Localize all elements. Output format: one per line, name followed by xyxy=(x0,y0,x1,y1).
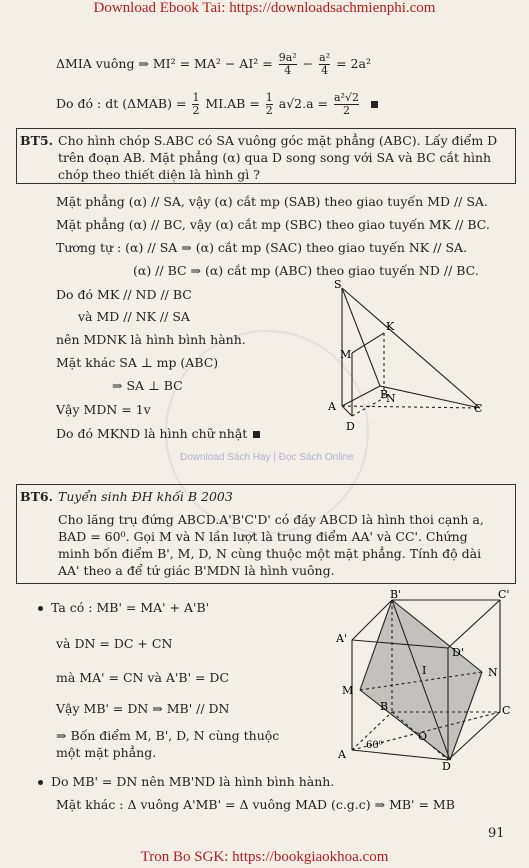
svg-text:N: N xyxy=(386,392,396,405)
bt5-solution-line: Mặt phẳng (α) // SA, vậy (α) cắt mp (SAB) theo giao tuyến MD // SA. xyxy=(56,194,488,209)
svg-text:A': A' xyxy=(336,632,347,645)
end-square-icon xyxy=(253,431,260,438)
svg-text:B': B' xyxy=(390,590,402,601)
svg-text:K: K xyxy=(386,320,395,333)
bt6-problem-line: minh bốn điểm B', M, D, N cùng thuộc một mặt phẳng. Tính độ dài xyxy=(58,546,482,561)
bt5-solution-line: Mặt khác SA ⊥ mp (ABC) xyxy=(56,355,219,370)
page-header-link[interactable]: Download Ebook Tai: https://downloadsachmienphi.com xyxy=(93,0,436,16)
svg-text:A: A xyxy=(328,400,336,413)
bt5-solution-line: nên MDNK là hình bình hành. xyxy=(56,332,246,347)
intro-line-2: Do đó : dt (ΔMAB) = $\frac{1}{2}$ MI.AB = $\frac{1}{2}$ a√2.a = $\frac{\text{a²√2}}{2}$ xyxy=(56,92,378,117)
bt5-solution-line: Tương tự : (α) // SA ⇒ (α) cắt mp (SAC) theo giao tuyến NK // SA. xyxy=(56,240,468,255)
bt6-solution-line: Ta có : MB' = MA' + A'B' xyxy=(38,600,209,615)
bt6-solution-line: và DN = DC + CN xyxy=(56,636,173,651)
bt6-problem-line: Cho lăng trụ đứng ABCD.A'B'C'D' có đáy ABCD là hình thoi cạnh a, xyxy=(58,512,484,527)
bt6-title: Tuyển sinh ĐH khối B 2003 xyxy=(58,489,233,504)
svg-text:D': D' xyxy=(452,646,464,659)
svg-text:60⁰: 60⁰ xyxy=(366,740,383,751)
intro-line-1: ΔMIA vuông ⇒ MI² = MA² − AI² = $\frac{\text{9a²}}{4}$ − $\frac{\text{a²}}{4}$ = 2a² xyxy=(56,51,371,77)
bt6-solution-line: mà MA' = CN và A'B' = DC xyxy=(56,670,230,685)
svg-text:B: B xyxy=(380,700,389,713)
svg-text:I: I xyxy=(422,664,427,677)
page-number: 91 xyxy=(488,826,505,841)
svg-text:D: D xyxy=(346,420,355,433)
svg-text:N: N xyxy=(488,666,498,679)
bt6-label: BT6. xyxy=(20,489,53,504)
bt6-problem-line: BAD = 60⁰. Gọi M và N lần lượt là trung điểm AA' và CC'. Chứng xyxy=(58,529,468,544)
bt6-solution-line: Vậy MB' = DN ⇒ MB' // DN xyxy=(56,701,230,716)
bt5-solution-line: Mặt phẳng (α) // BC, vậy (α) cắt mp (SBC) theo giao tuyến MK // BC. xyxy=(56,217,490,232)
svg-text:C: C xyxy=(502,704,511,717)
svg-text:M: M xyxy=(342,684,354,697)
end-square-icon xyxy=(371,101,378,108)
bt5-label: BT5. xyxy=(20,133,53,148)
bt5-solution-line: và MD // NK // SA xyxy=(78,309,190,324)
svg-text:A: A xyxy=(338,748,346,761)
svg-text:O: O xyxy=(418,730,428,743)
bt5-solution-line: ⇒ SA ⊥ BC xyxy=(112,378,183,393)
svg-text:S: S xyxy=(334,278,342,291)
bt6-solution-line: một mặt phẳng. xyxy=(56,745,157,760)
bt5-problem-line: chóp theo thiết diện là hình gì ? xyxy=(58,167,260,182)
bt6-solution-line: ⇒ Bốn điểm M, B', D, N cùng thuộc xyxy=(56,728,280,743)
watermark-text: Download Sách Hay | Đọc Sách Online xyxy=(180,452,354,463)
svg-text:C': C' xyxy=(498,590,510,601)
svg-text:C: C xyxy=(474,402,483,415)
bt5-solution-line: (α) // BC ⇒ (α) cắt mp (ABC) theo giao tuyến ND // BC. xyxy=(133,263,479,278)
bt6-problem-line: AA' theo a để tứ giác B'MDN là hình vuông. xyxy=(58,563,335,578)
page-footer-link[interactable]: Tron Bo SGK: https://bookgiaokhoa.com xyxy=(140,849,389,865)
bt6-prism-figure xyxy=(330,590,520,770)
bt5-solution-line: Vậy MDN = 1v xyxy=(56,402,151,417)
bt5-solution-line: Do đó MKND là hình chữ nhật xyxy=(56,426,260,441)
bt6-solution-line: Do MB' = DN nên MB'ND là hình bình hành. xyxy=(38,774,334,789)
bt5-pyramid-figure xyxy=(320,278,490,448)
svg-text:D: D xyxy=(442,760,451,770)
svg-text:B: B xyxy=(380,388,389,401)
bt5-problem-line: Cho hình chóp S.ABC có SA vuông góc mặt phẳng (ABC). Lấy điểm D xyxy=(58,133,498,148)
svg-text:M: M xyxy=(340,348,352,361)
bt6-solution-line: Mặt khác : Δ vuông A'MB' = Δ vuông MAD (c.g.c) ⇒ MB' = MB xyxy=(56,797,455,812)
bt5-problem-line: trên đoạn AB. Mặt phẳng (α) qua D song song với SA và BC cắt hình xyxy=(58,150,492,165)
bt5-solution-line: Do đó MK // ND // BC xyxy=(56,287,192,302)
